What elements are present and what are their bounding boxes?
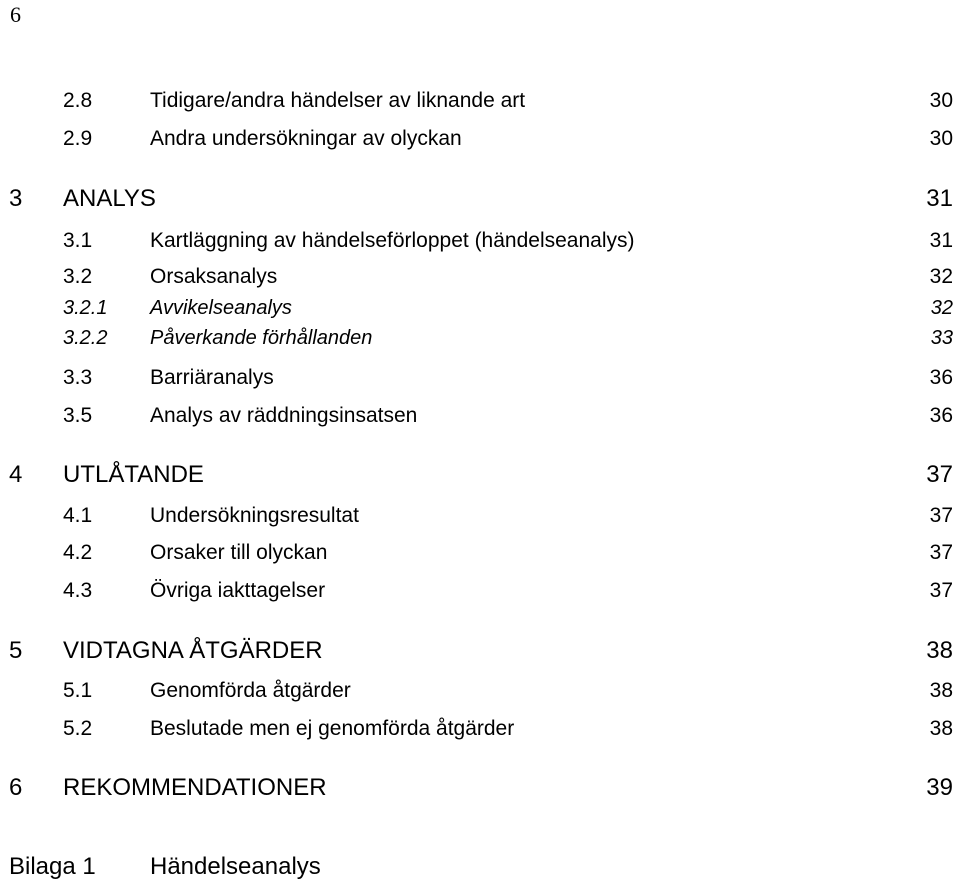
- toc-entry-page: 36: [929, 404, 953, 427]
- toc-entry-number: 5: [9, 637, 23, 664]
- appendix-title: Händelseanalys: [150, 853, 321, 880]
- toc-entry-title: Avvikelseanalys: [150, 297, 292, 319]
- toc-entry-number: 4.3: [63, 579, 93, 602]
- toc-entry-title: Orsaker till olyckan: [150, 541, 328, 564]
- toc-entry-number: 3.3: [63, 366, 93, 389]
- toc-entry-number: 4.1: [63, 504, 93, 527]
- toc-entry-title: Undersökningsresultat: [150, 504, 359, 527]
- toc-entry-page: 36: [929, 366, 953, 389]
- toc-entry-number: 5.1: [63, 679, 93, 702]
- toc-entry-page: 38: [929, 717, 953, 740]
- toc-entry-page: 37: [929, 504, 953, 527]
- toc-entry-title: VIDTAGNA ÅTGÄRDER: [63, 637, 323, 664]
- page-number: 6: [10, 2, 21, 27]
- toc-entry-page: 37: [926, 461, 953, 488]
- toc-entry-title: Orsaksanalys: [150, 265, 278, 288]
- toc-entry-page: 38: [926, 637, 953, 664]
- toc-entry-title: Barriäranalys: [150, 366, 274, 389]
- toc-entry-title: Kartläggning av händelseförloppet (händelseanalys): [150, 229, 635, 252]
- toc-entry-page: 30: [929, 127, 953, 150]
- toc-entry-number: 6: [9, 774, 23, 801]
- toc-entry-number: 3: [9, 185, 23, 212]
- toc-entry-number: 2.8: [63, 89, 93, 112]
- toc-entry-page: 30: [929, 89, 953, 112]
- toc-entry-page: 32: [929, 265, 953, 288]
- toc-entry-number: 3.2.1: [63, 297, 108, 319]
- toc-entry-page: 37: [929, 579, 953, 602]
- toc-entry-number: 3.2.2: [63, 327, 108, 349]
- toc-entry-number: 5.2: [63, 717, 93, 740]
- toc-entry-number: 2.9: [63, 127, 93, 150]
- toc-entry-number: 4.2: [63, 541, 93, 564]
- toc-entry-page: 39: [926, 774, 953, 801]
- toc-entry-title: Andra undersökningar av olyckan: [150, 127, 462, 150]
- toc-entry-page: 38: [929, 679, 953, 702]
- appendix-label: Bilaga 1: [9, 853, 96, 880]
- toc-entry-title: REKOMMENDATIONER: [63, 774, 327, 801]
- toc-entry-number: 3.5: [63, 404, 93, 427]
- toc-entry-title: Genomförda åtgärder: [150, 679, 351, 702]
- toc-entry-title: UTLÅTANDE: [63, 461, 204, 488]
- toc-entry-number: 4: [9, 461, 23, 488]
- toc-entry-title: Tidigare/andra händelser av liknande art: [150, 89, 526, 112]
- toc-entry-title: Övriga iakttagelser: [150, 579, 326, 602]
- toc-entry-title: Påverkande förhållanden: [150, 327, 373, 349]
- toc-entry-page: 31: [929, 229, 953, 252]
- toc-entry-title: Analys av räddningsinsatsen: [150, 404, 418, 427]
- toc-entry-page: 37: [929, 541, 953, 564]
- toc-entry-title: ANALYS: [63, 185, 156, 212]
- toc-entry-page: 33: [930, 327, 953, 349]
- toc-entry-number: 3.1: [63, 229, 93, 252]
- toc-entry-number: 3.2: [63, 265, 93, 288]
- toc-entry-page: 32: [930, 297, 953, 319]
- toc-entry-title: Beslutade men ej genomförda åtgärder: [150, 717, 515, 740]
- toc-entry-page: 31: [926, 185, 953, 212]
